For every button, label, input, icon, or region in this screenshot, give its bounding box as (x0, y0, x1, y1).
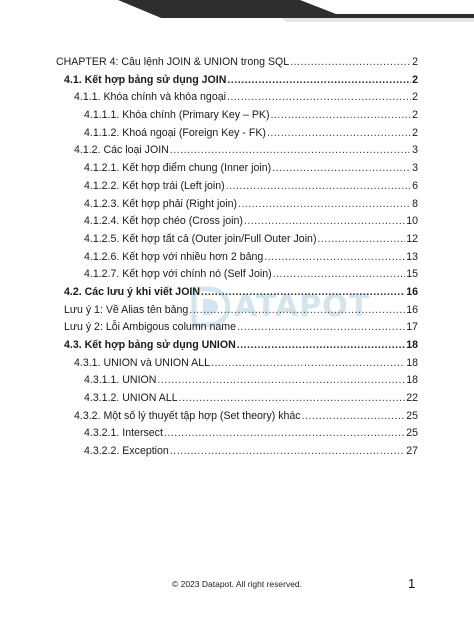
toc-entry[interactable] (56, 178, 418, 196)
toc-entry[interactable] (56, 89, 418, 107)
toc-entry[interactable] (56, 125, 418, 143)
toc-leader-dots (170, 142, 411, 160)
toc-entry-page: 27 (406, 445, 418, 458)
toc-entry-page: 6 (412, 179, 418, 192)
toc-leader-dots (267, 125, 411, 143)
toc-entry-label: 4.2. Các lưu ý khi viết JOIN (64, 285, 201, 298)
toc-entry-label: 4.3.1.2. UNION ALL (84, 392, 178, 405)
toc-leader-dots (244, 213, 405, 231)
toc-leader-dots (272, 160, 411, 178)
toc-entry[interactable] (56, 249, 418, 267)
toc-leader-dots (226, 178, 411, 196)
footer-copyright: © 2023 Datapot. All right reserved. (171, 579, 303, 589)
toc-entry-page: 2 (412, 56, 418, 68)
toc-entry-label: 4.3.2. Một số lý thuyết tập hợp (Set theory) khác (74, 409, 301, 422)
toc-entry-label: 4.1.2. Các loại JOIN (74, 144, 169, 157)
toc-entry-label: 4.1. Kết hợp bảng sử dụng JOIN (64, 73, 227, 86)
toc-leader-dots (238, 196, 411, 214)
toc-entry-label: 4.1.2.6. Kết hợp với nhiều hơn 2 bảng (84, 250, 264, 263)
toc-leader-dots (273, 266, 406, 284)
toc-leader-dots (317, 231, 405, 249)
toc-entry-page: 2 (412, 109, 418, 122)
toc-entry-label: 4.1.2.3. Kết hợp phải (Right join) (84, 197, 237, 210)
toc-entry[interactable] (56, 408, 418, 426)
toc-entry-label: 4.3.1.1. UNION (84, 374, 157, 387)
toc-entry[interactable] (56, 142, 418, 160)
toc-entry-page: 18 (406, 356, 418, 369)
toc-entry[interactable] (56, 302, 418, 320)
toc-leader-dots (227, 89, 411, 107)
toc-entry-label: 4.1.2.1. Kết hợp điểm chung (Inner join) (84, 162, 272, 175)
toc-leader-dots (170, 443, 405, 461)
toc-leader-dots (302, 408, 406, 426)
page-number: 1 (408, 576, 416, 591)
toc-entry-page: 25 (406, 427, 418, 440)
toc-entry-label: 4.1.1. Khóa chính và khóa ngoại (74, 91, 226, 104)
toc-entry[interactable] (56, 266, 418, 284)
toc-entry[interactable] (56, 196, 418, 214)
toc-leader-dots (270, 107, 411, 125)
toc-entry-label: 4.3.1. UNION và UNION ALL (74, 356, 211, 369)
toc-entry-label: CHAPTER 4: Câu lệnh JOIN & UNION trong SQL (56, 56, 290, 68)
toc-entry[interactable] (56, 372, 418, 390)
toc-leader-dots (290, 54, 411, 72)
toc-entry-page: 18 (406, 339, 418, 351)
toc-leader-dots (179, 390, 406, 408)
toc-entry[interactable] (56, 107, 418, 125)
toc-leader-dots (189, 302, 405, 320)
toc-entry-label: 4.3.2.1. Intersect (84, 427, 163, 440)
toc-entry-page: 3 (412, 162, 418, 175)
toc-entry-page: 18 (406, 374, 418, 387)
toc-entry-page: 12 (406, 232, 418, 245)
toc-leader-dots (201, 284, 405, 302)
toc-entry-page: 22 (406, 392, 418, 405)
toc-entry-label: 4.1.1.1. Khóa chính (Primary Key – PK) (84, 109, 270, 122)
toc-entry-page: 15 (406, 268, 418, 281)
toc-entry[interactable] (56, 284, 418, 302)
toc-leader-dots (227, 72, 411, 90)
toc-leader-dots (237, 319, 405, 337)
toc-entry[interactable] (56, 72, 418, 90)
toc-entry-label: 4.1.1.2. Khoá ngoại (Foreign Key - FK) (84, 126, 266, 139)
toc-leader-dots (264, 249, 405, 267)
toc-entry[interactable] (56, 319, 418, 337)
toc-entry-label: 4.3.2.2. Exception (84, 445, 169, 458)
toc-entry[interactable] (56, 213, 418, 231)
toc-entry[interactable] (56, 160, 418, 178)
toc-leader-dots (237, 337, 405, 355)
toc-entry-label: 4.1.2.2. Kết hợp trái (Left join) (84, 179, 225, 192)
toc-entry-page: 16 (406, 285, 418, 298)
toc-leader-dots (164, 425, 405, 443)
toc-entry-page: 2 (412, 73, 418, 86)
toc-entry-page: 10 (406, 215, 418, 228)
toc-entry[interactable] (56, 54, 418, 72)
toc-entry-page: 2 (412, 91, 418, 104)
toc-entry-page: 3 (412, 144, 418, 157)
toc-entry[interactable] (56, 425, 418, 443)
toc-entry[interactable] (56, 443, 418, 461)
toc-entry-label: Lưu ý 2: Lỗi Ambigous column name (64, 321, 236, 334)
toc-entry-label: 4.3. Kết hợp bảng sử dụng UNION (64, 339, 236, 351)
toc-entry[interactable] (56, 231, 418, 249)
toc-entry-label: 4.1.2.5. Kết hợp tất cả (Outer join/Full Outer Join) (84, 232, 317, 245)
toc-entry-page: 13 (406, 250, 418, 263)
toc-leader-dots (157, 372, 405, 390)
toc-entry-page: 25 (406, 409, 418, 422)
toc-entry[interactable] (56, 390, 418, 408)
toc-entry-page: 2 (412, 126, 418, 139)
watermark-text: ATAPOT (234, 289, 371, 324)
toc-entry-label: 4.1.2.7. Kết hợp với chính nó (Self Join) (84, 268, 272, 281)
toc-entry-page: 8 (412, 197, 418, 210)
toc-entry[interactable] (56, 355, 418, 373)
toc-entry-label: 4.1.2.4. Kết hợp chéo (Cross join) (84, 215, 243, 228)
toc-entry-page: 16 (406, 303, 418, 316)
table-of-contents (56, 54, 418, 461)
toc-entry-label: Lưu ý 1: Về Alias tên bảng (64, 303, 189, 316)
toc-leader-dots (211, 355, 405, 373)
toc-entry[interactable] (56, 337, 418, 355)
toc-entry-page: 17 (406, 321, 418, 334)
